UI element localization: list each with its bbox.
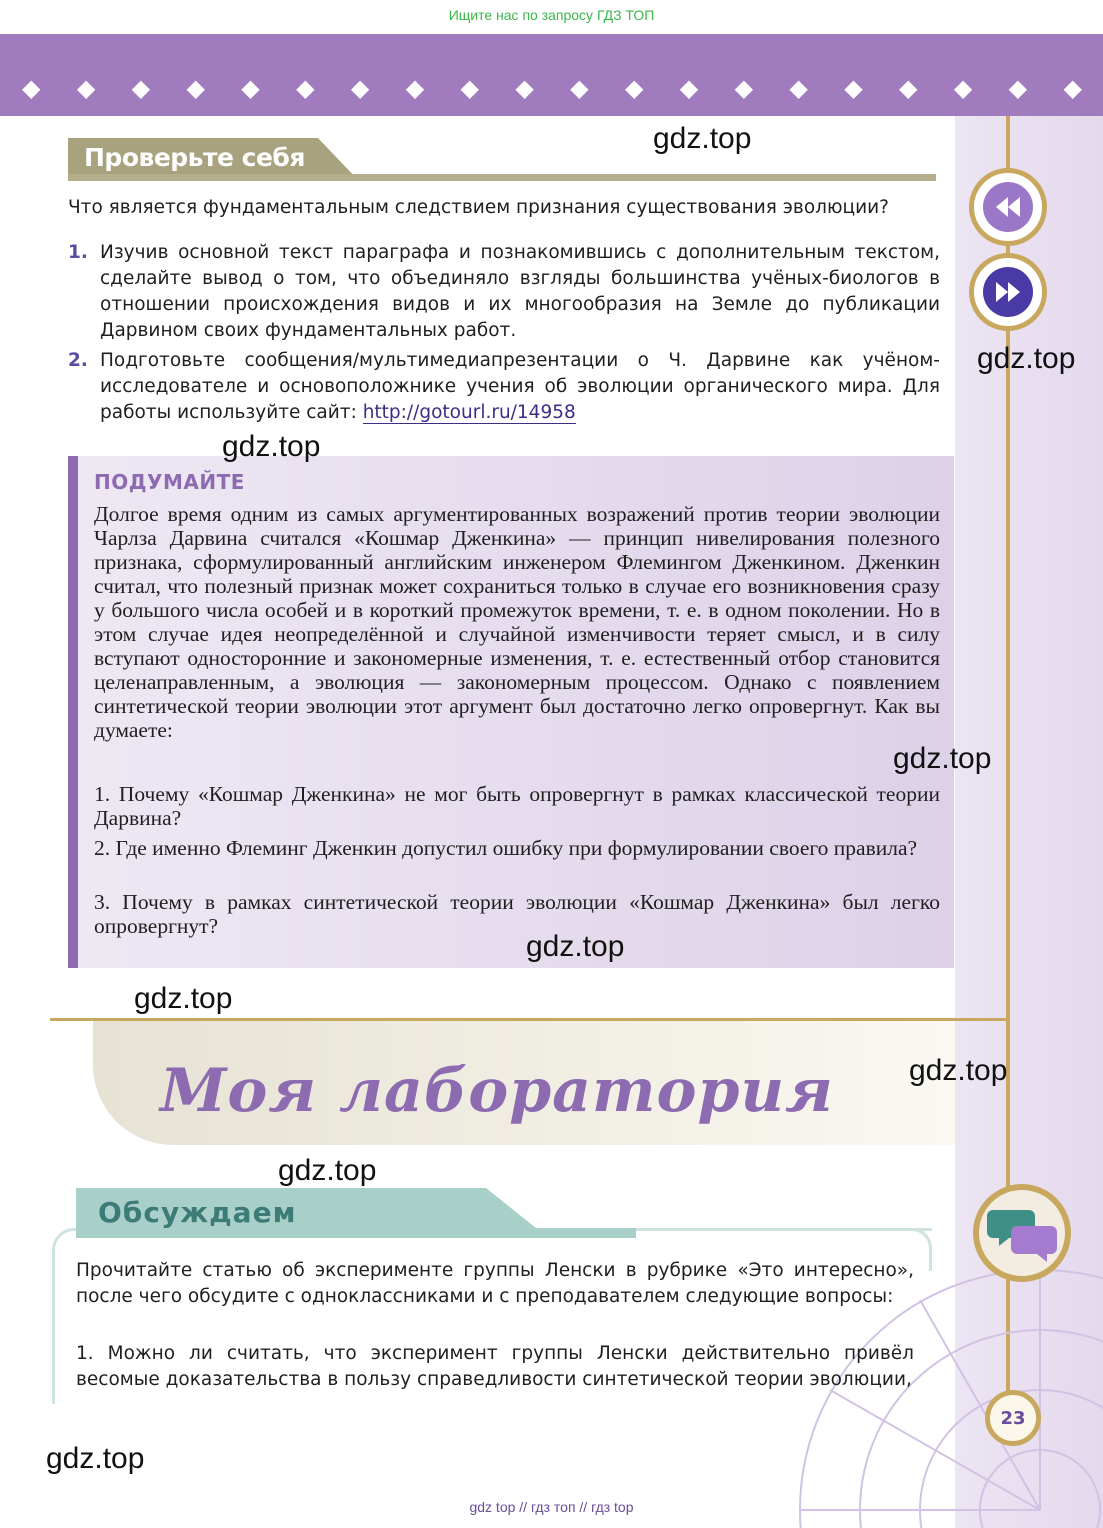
lab-title: Моя лаборатория [160, 1056, 834, 1126]
discuss-intro: Прочитайте статью об эксперименте группы Ленски в рубрике «Это интересно», после чего обсудите с одноклассниками и с преподавателем следующие вопросы: [76, 1260, 914, 1307]
discuss-title: Обсуждаем [98, 1196, 297, 1229]
horse-icon: ◆ [844, 74, 863, 102]
fast-forward-icon [983, 267, 1033, 317]
think-question: 3. Почему в рамках синтетической теории эволюции «Кошмар Дженкина» был легко опровергнут? [94, 890, 940, 938]
watermark: gdz.top [909, 1054, 1008, 1087]
task-number: 2. [68, 350, 88, 371]
watermark: gdz.top [46, 1442, 145, 1475]
wolf-icon: ◆ [515, 74, 534, 102]
next-button[interactable] [969, 253, 1047, 331]
task-text: Подготовьте сообщения/мультимедиапрезентации о Ч. Дарвине как учёном-исследователе и основоположнике учения об эволюции органического мира. Для работы используйте сайт: [100, 350, 940, 423]
lizard-icon: ◆ [789, 74, 808, 102]
beetle-icon: ◆ [350, 74, 370, 102]
main-question: Что является фундаментальным следствием признания существования эволюции? [68, 197, 890, 218]
check-section-title: Проверьте себя [84, 143, 305, 172]
fish-icon: ◆ [296, 74, 315, 102]
fish-icon: ◆ [953, 74, 973, 102]
bird-icon: ◆ [899, 74, 918, 102]
footer-links: gdz top // гдз топ // гдз top [469, 1499, 634, 1515]
beetle-icon: ◆ [1008, 74, 1028, 102]
previous-button[interactable] [969, 168, 1047, 246]
site-link[interactable]: http://gotourl.ru/14958 [362, 402, 576, 423]
watermark: gdz.top [977, 342, 1076, 375]
watermark: gdz.top [526, 930, 625, 963]
butterfly-icon: ◆ [76, 74, 96, 102]
bird-icon: ◆ [241, 74, 260, 102]
think-question: 1. Почему «Кошмар Дженкина» не мог быть опровергнут в рамках классической теории Дарвина? [94, 782, 940, 830]
discuss-question: 1. Можно ли считать, что эксперимент группы Ленски действительно привёл весомые доказательства в пользу справедливости синтетической теории эволюции, [76, 1343, 914, 1390]
penguin-icon: ◆ [405, 74, 425, 102]
horse-icon: ◆ [186, 74, 205, 102]
frog-icon: ◆ [624, 74, 644, 102]
lizard-icon: ◆ [131, 74, 151, 102]
think-question: 2. Где именно Флеминг Дженкин допустил ошибку при формулировании своего правила? [94, 836, 918, 860]
chat-bubbles-icon [973, 1184, 1071, 1282]
page-number: 23 [985, 1390, 1041, 1446]
rewind-icon [983, 182, 1033, 232]
think-paragraph: Долгое время одним из самых аргументированных возражений против теории эволюции Чарлза Дарвина считался «Кошмар Дженкина» — принцип нивелирования полезного признака, сформулированный английским инженером Флемингом Дженкином. Дженкин считал, что полезный признак может сохраниться только в случае его возникновения сразу у большого числа особей и в короткий промежуток времени, т. е. в одном поколении. Но в этом случае идея неопределённой и случайной изменчивости теряет смысл, и в силу вступают односторонние и закономерные изменения, т. е. естественный отбор становится целенаправленным, а эволюция — закономерным процессом. Однако с появлением синтетической теории эволюции этот аргумент был достаточно легко опровергнут. Как вы думаете: [94, 502, 940, 742]
butterfly-icon: ◆ [679, 74, 699, 102]
bison-icon: ◆ [734, 74, 754, 102]
task-number: 1. [68, 242, 88, 263]
top-search-notice: Ищите нас по запросу ГДЗ ТОП [448, 7, 655, 23]
watermark: gdz.top [222, 430, 321, 463]
penguin-icon: ◆ [1063, 74, 1082, 102]
task-text: Изучив основной текст параграфа и познакомившись с дополнительным текстом, сделайте вывод о том, что объединяло взгляды большинства учёных-биологов в отношении происхождения видов и их многообразия на Земле до публикации Дарвином своих фундаментальных работ. [100, 242, 940, 341]
task-text-container [100, 348, 940, 426]
task-item [68, 348, 940, 426]
watermark: gdz.top [134, 982, 233, 1015]
check-section-rule [68, 174, 936, 181]
task-item [68, 240, 940, 344]
watermark: gdz.top [893, 742, 992, 775]
think-title: ПОДУМАЙТЕ [94, 470, 245, 494]
kangaroo-icon: ◆ [570, 74, 589, 102]
animal-banner [0, 34, 1103, 116]
watermark: gdz.top [278, 1154, 377, 1187]
watermark: gdz.top [653, 122, 752, 155]
animal-icons-row [22, 74, 1082, 102]
bison-icon: ◆ [22, 74, 41, 102]
insect-icon: ◆ [460, 74, 479, 102]
